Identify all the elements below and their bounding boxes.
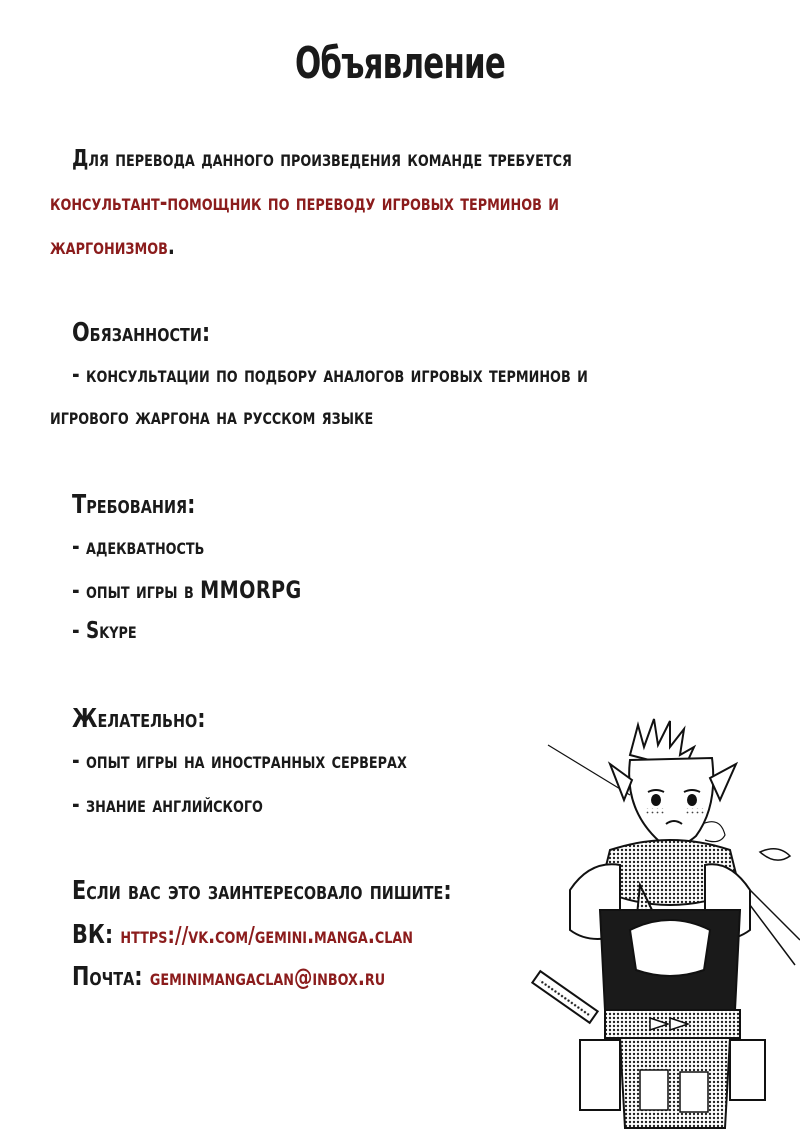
intro-line-3-end: . <box>167 234 175 260</box>
requirements-item-2-prefix: - опыт игры в <box>72 578 201 604</box>
elf-character-illustration <box>520 700 800 1131</box>
duties-line-1: - консультации по подбору аналогов игровых терминов и <box>72 362 588 388</box>
desirable-item-2: - знание английского <box>72 792 263 818</box>
intro-line-3 <box>50 234 175 260</box>
requirements-item-3: - Skype <box>72 618 137 644</box>
requirements-item-2-game: MMORPG <box>200 576 302 604</box>
contact-vk <box>72 920 413 950</box>
requirements-item-2 <box>72 576 302 604</box>
intro-line-2: консультант-помощник по переводу игровых терминов и <box>50 190 559 216</box>
mail-label: Почта: <box>72 962 150 992</box>
requirements-item-1: - адекватность <box>72 534 205 560</box>
intro-line-1: Для перевода данного произведения команде требуется <box>72 146 572 172</box>
duties-heading: Обязанности: <box>72 318 211 348</box>
contact-mail <box>72 962 385 992</box>
mail-link[interactable]: geminimangaclan@inbox.ru <box>149 965 386 991</box>
contact-intro: Если вас это заинтересовало пишите: <box>72 876 452 906</box>
page-title: Объявление <box>294 38 506 89</box>
duties-line-2: игрового жаргона на русском языке <box>50 404 374 430</box>
requirements-heading: Требования: <box>72 490 196 520</box>
vk-label: ВК: <box>72 920 121 950</box>
intro-line-3-highlight: жаргонизмов <box>50 234 168 260</box>
desirable-item-1: - опыт игры на иностранных серверах <box>72 748 407 774</box>
desirable-heading: Желательно: <box>72 704 206 734</box>
vk-link[interactable]: https://vk.com/gemini.manga.clan <box>120 923 413 949</box>
